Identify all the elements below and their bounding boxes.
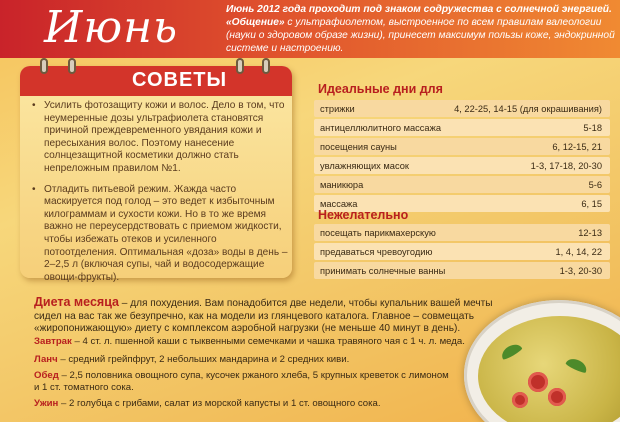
table-row [314, 138, 610, 155]
row-label: антицеллюлитного массажа [320, 122, 441, 133]
row-value: 5-18 [583, 122, 602, 133]
tip-item: • Усилить фотозащиту кожи и волос. Дело в том, что неумеренные дозы ультрафиолета становятся причиной преждевременного увядания кожи и пересыхания волос. Поэтому нанесение солнцезащитной косметики должно стать непреложным правилом №1. [32, 100, 288, 176]
row-value: 1-3, 20-30 [559, 265, 602, 276]
intro-bold: Июнь 2012 года проходит под знаком содружества с солнечной энергией. «Общение» [226, 4, 612, 28]
tip-item: • Отладить питьевой режим. Жажда часто маскируется под голод – это ведет к избыточным килограммам и сухости кожи. Но в то же время важно не переусердствовать с приемом жидкости, чтобы избежать отеков и усиленного потоотделения. Оптимальная «доза» воды в день – 2–2,5 л (включая супы, чай и водосодержащие овощи-фрукты). [32, 184, 288, 285]
meal-text: и 1 ст. томатного сока. [34, 382, 134, 393]
row-value: 12-13 [578, 227, 602, 238]
diet-intro [34, 296, 514, 336]
table-row [314, 224, 610, 241]
binder-ring-icon [236, 58, 244, 74]
table-row [314, 243, 610, 260]
meal-label: Завтрак [34, 336, 72, 347]
row-label: предаваться чревоугодию [320, 246, 433, 257]
diet-text: – для похудения. Вам понадобится две недели, чтобы купальник вашей мечты сидел на вас так же безупречно, как на модели из глянцевого каталога. Главное – совмещать «жиропонижающую» диету с комплексом аэробной нагрузки (не меньше 40 минут в день). [34, 298, 493, 335]
row-value: 1-3, 17-18, 20-30 [530, 160, 602, 171]
ideal-days-table [314, 100, 610, 214]
meal-breakfast [34, 336, 504, 347]
table-row [314, 176, 610, 193]
row-value: 4, 22-25, 14-15 (для окрашивания) [454, 103, 602, 114]
meal-label: Обед [34, 370, 59, 381]
row-label: посещения сауны [320, 141, 397, 152]
row-label: массажа [320, 198, 358, 209]
meal-text: – 4 ст. л. пшенной каши с тыквенными семечками и чашка травяного чая с 1 ч. л. меда. [71, 336, 465, 347]
sausage-slice-icon [512, 392, 528, 408]
sausage-slice-icon [548, 388, 566, 406]
meal-dinner [34, 370, 504, 381]
unwanted-title: Нежелательно [318, 208, 409, 222]
tips-title: СОВЕТЫ [132, 69, 228, 91]
meal-label: Ужин [34, 398, 59, 409]
table-row [314, 100, 610, 117]
binder-ring-icon [68, 58, 76, 74]
table-row [314, 157, 610, 174]
row-value: 5-6 [588, 179, 602, 190]
meal-label: Ланч [34, 354, 58, 365]
row-label: посещать парикмахерскую [320, 227, 436, 238]
table-row [314, 262, 610, 279]
intro-text [226, 3, 618, 55]
row-value: 6, 15 [581, 198, 602, 209]
ideal-days-title: Идеальные дни для [318, 82, 443, 96]
binder-ring-icon [262, 58, 270, 74]
binder-ring-icon [40, 58, 48, 74]
intro-rest: с ультрафиолетом, выстроенное по всем правилам валеологии (науки о здоровом образе жизни), принесет максимум пользы коже, эндокринной системе и настроению. [226, 17, 615, 54]
page-title: Июнь [44, 2, 179, 53]
tips-list [32, 100, 288, 292]
row-label: принимать солнечные ванны [320, 265, 446, 276]
table-row [314, 119, 610, 136]
meal-lunch [34, 354, 504, 365]
diet-title: Диета месяца [34, 295, 119, 309]
meal-text: – 2 голубца с грибами, салат из морской капусты и 1 ст. овощного сока. [58, 398, 381, 409]
meal-text: – 2,5 половника овощного супа, кусочек ржаного хлеба, 5 крупных креветок с лимоном [58, 370, 449, 381]
row-label: стрижки [320, 103, 355, 114]
row-label: увлажняющих масок [320, 160, 409, 171]
row-value: 1, 4, 14, 22 [555, 246, 602, 257]
meal-dinner-cont [34, 382, 504, 393]
meal-text: – средний грейпфрут, 2 небольших мандарина и 2 средних киви. [57, 354, 350, 365]
row-value: 6, 12-15, 21 [552, 141, 602, 152]
unwanted-table [314, 224, 610, 281]
meal-supper [34, 398, 504, 409]
sausage-slice-icon [528, 372, 548, 392]
row-label: маникюра [320, 179, 364, 190]
